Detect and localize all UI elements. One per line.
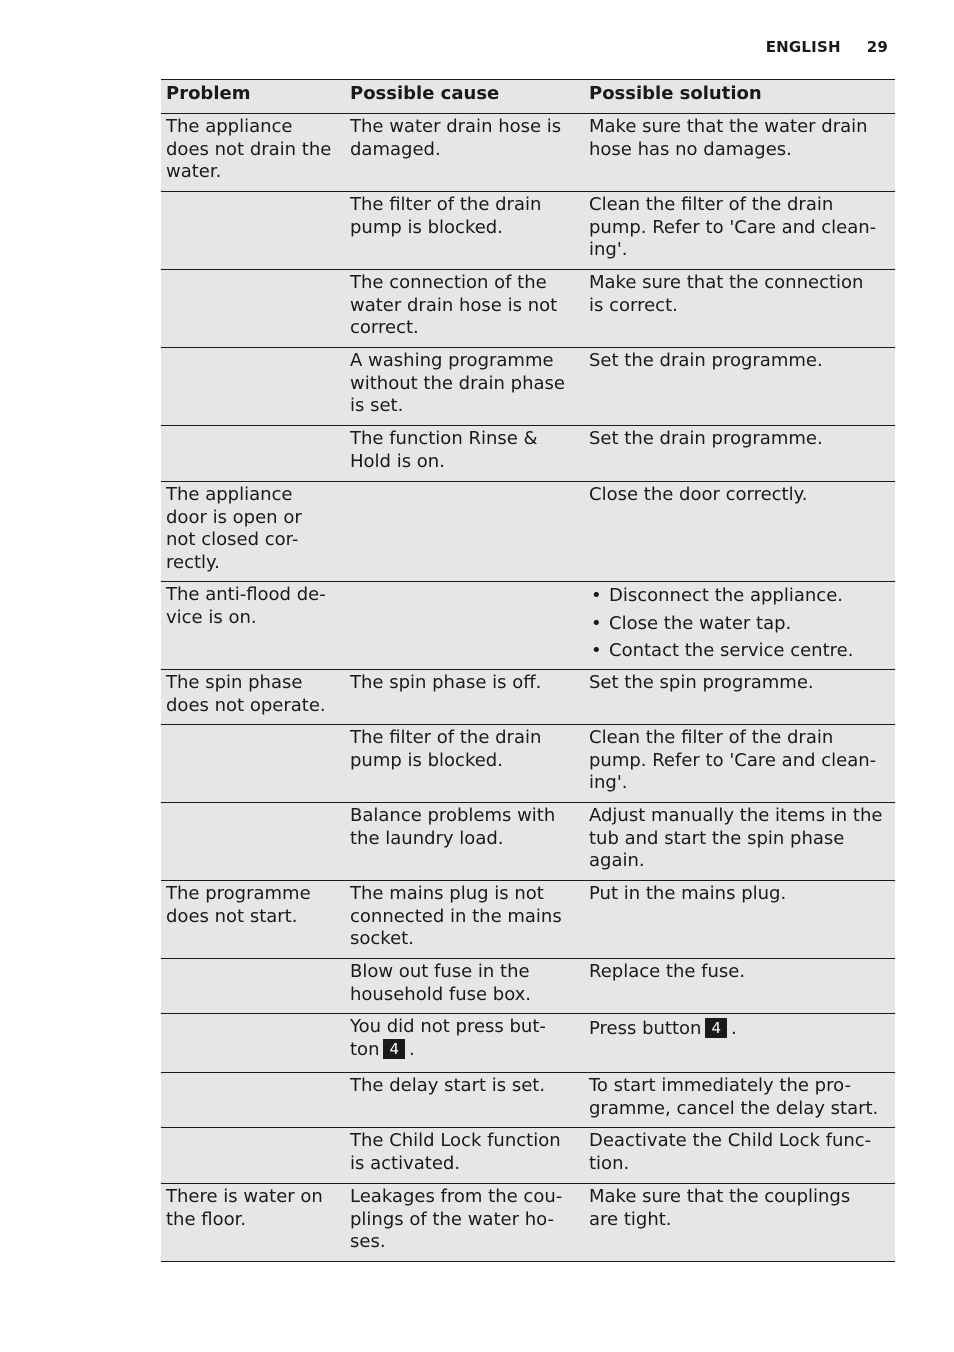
cause-cell (345, 482, 584, 581)
table-row (161, 426, 895, 482)
column-header-problem: Problem (166, 83, 251, 104)
solution-list (589, 585, 889, 663)
solution-cell: Set the drain programme. (589, 428, 823, 449)
table-row (161, 1128, 895, 1184)
solution-cell: Make sure that the water drain hose has no damages. (589, 116, 868, 160)
table-row (161, 582, 895, 670)
solution-text: Press button (589, 1018, 702, 1039)
cause-cell: The spin phase is off. (350, 672, 542, 693)
table-row (161, 114, 895, 192)
solution-cell (584, 1014, 895, 1072)
cause-cell: The filter of the drain pump is blocked. (350, 194, 542, 238)
cause-period: . (409, 1038, 415, 1060)
solution-cell: Set the spin programme. (589, 672, 814, 693)
problem-cell (161, 1073, 345, 1127)
solution-cell: Put in the mains plug. (589, 883, 787, 904)
problem-cell (161, 1014, 345, 1072)
cause-cell: Blow out fuse in the household fuse box. (350, 961, 532, 1005)
troubleshooting-table (161, 79, 895, 1262)
solution-list-item: • Close the water tap. (589, 613, 889, 636)
solution-cell: Close the door correctly. (589, 484, 808, 505)
solution-cell: Adjust manually the items in the tub and start the spin phase again. (589, 805, 883, 871)
problem-cell (161, 803, 345, 880)
solution-list-item: • Disconnect the appliance. (589, 585, 889, 608)
cause-cell: The Child Lock function is activated. (350, 1130, 561, 1174)
cause-cell: The filter of the drain pump is blocked. (350, 727, 542, 771)
table-row (161, 725, 895, 803)
table-row (161, 1073, 895, 1128)
problem-cell (161, 725, 345, 802)
start-pause-button-icon: 4 (383, 1039, 405, 1059)
cause-cell: The delay start is set. (350, 1075, 546, 1096)
solution-cell: Make sure that the couplings are tight. (589, 1186, 851, 1230)
solution-cell: To start immediately the pro- gramme, cancel the delay start. (589, 1075, 879, 1119)
table-row (161, 803, 895, 881)
problem-cell (161, 192, 345, 269)
table-row (161, 348, 895, 426)
problem-cell: The appliance does not drain the water. (166, 116, 332, 182)
problem-cell: The spin phase does not operate. (166, 672, 326, 716)
solution-period: . (731, 1018, 737, 1039)
table-row (161, 1184, 895, 1262)
table-body (161, 114, 895, 1262)
cause-cell: Balance problems with the laundry load. (350, 805, 556, 849)
cause-text: You did not press but- ton (350, 1016, 546, 1060)
table-row (161, 881, 895, 959)
solution-cell: Set the drain programme. (589, 350, 823, 371)
solution-list-item: • Contact the service centre. (589, 640, 889, 663)
table-row (161, 670, 895, 725)
solution-cell (584, 582, 895, 669)
cause-cell (345, 582, 584, 669)
table-row (161, 959, 895, 1014)
cause-cell: The mains plug is not connected in the mains socket. (350, 883, 562, 949)
start-pause-button-icon: 4 (705, 1018, 727, 1038)
table-row (161, 482, 895, 582)
problem-cell: The anti-flood de- vice is on. (166, 584, 326, 628)
cause-cell: The connection of the water drain hose is not correct. (350, 272, 558, 338)
table-header-row (161, 80, 895, 114)
problem-cell (161, 959, 345, 1013)
problem-cell: There is water on the floor. (166, 1186, 323, 1230)
table-row (161, 1014, 895, 1073)
solution-cell: Replace the fuse. (589, 961, 746, 982)
table-row (161, 270, 895, 348)
page-header (766, 38, 888, 56)
problem-cell (161, 426, 345, 481)
cause-cell: A washing programme without the drain phase is set. (350, 350, 565, 416)
problem-cell (161, 270, 345, 347)
solution-cell: Clean the filter of the drain pump. Refer to 'Care and clean- ing'. (589, 727, 877, 793)
problem-cell (161, 1128, 345, 1183)
column-header-solution: Possible solution (589, 83, 762, 104)
problem-cell: The appliance door is open or not closed cor- rectly. (166, 484, 302, 573)
cause-cell: The water drain hose is damaged. (350, 116, 562, 160)
column-header-cause: Possible cause (350, 83, 500, 104)
page-number: 29 (866, 38, 888, 56)
cause-cell: Leakages from the cou- plings of the water ho- ses. (350, 1186, 563, 1252)
cause-cell (345, 1014, 584, 1072)
solution-cell: Deactivate the Child Lock func- tion. (589, 1130, 872, 1174)
table-row (161, 192, 895, 270)
language-label: ENGLISH (765, 38, 841, 56)
solution-cell: Make sure that the connection is correct. (589, 272, 864, 316)
problem-cell (161, 348, 345, 425)
solution-cell: Clean the filter of the drain pump. Refer to 'Care and clean- ing'. (589, 194, 877, 260)
problem-cell: The programme does not start. (166, 883, 311, 927)
cause-cell: The function Rinse & Hold is on. (350, 428, 538, 472)
